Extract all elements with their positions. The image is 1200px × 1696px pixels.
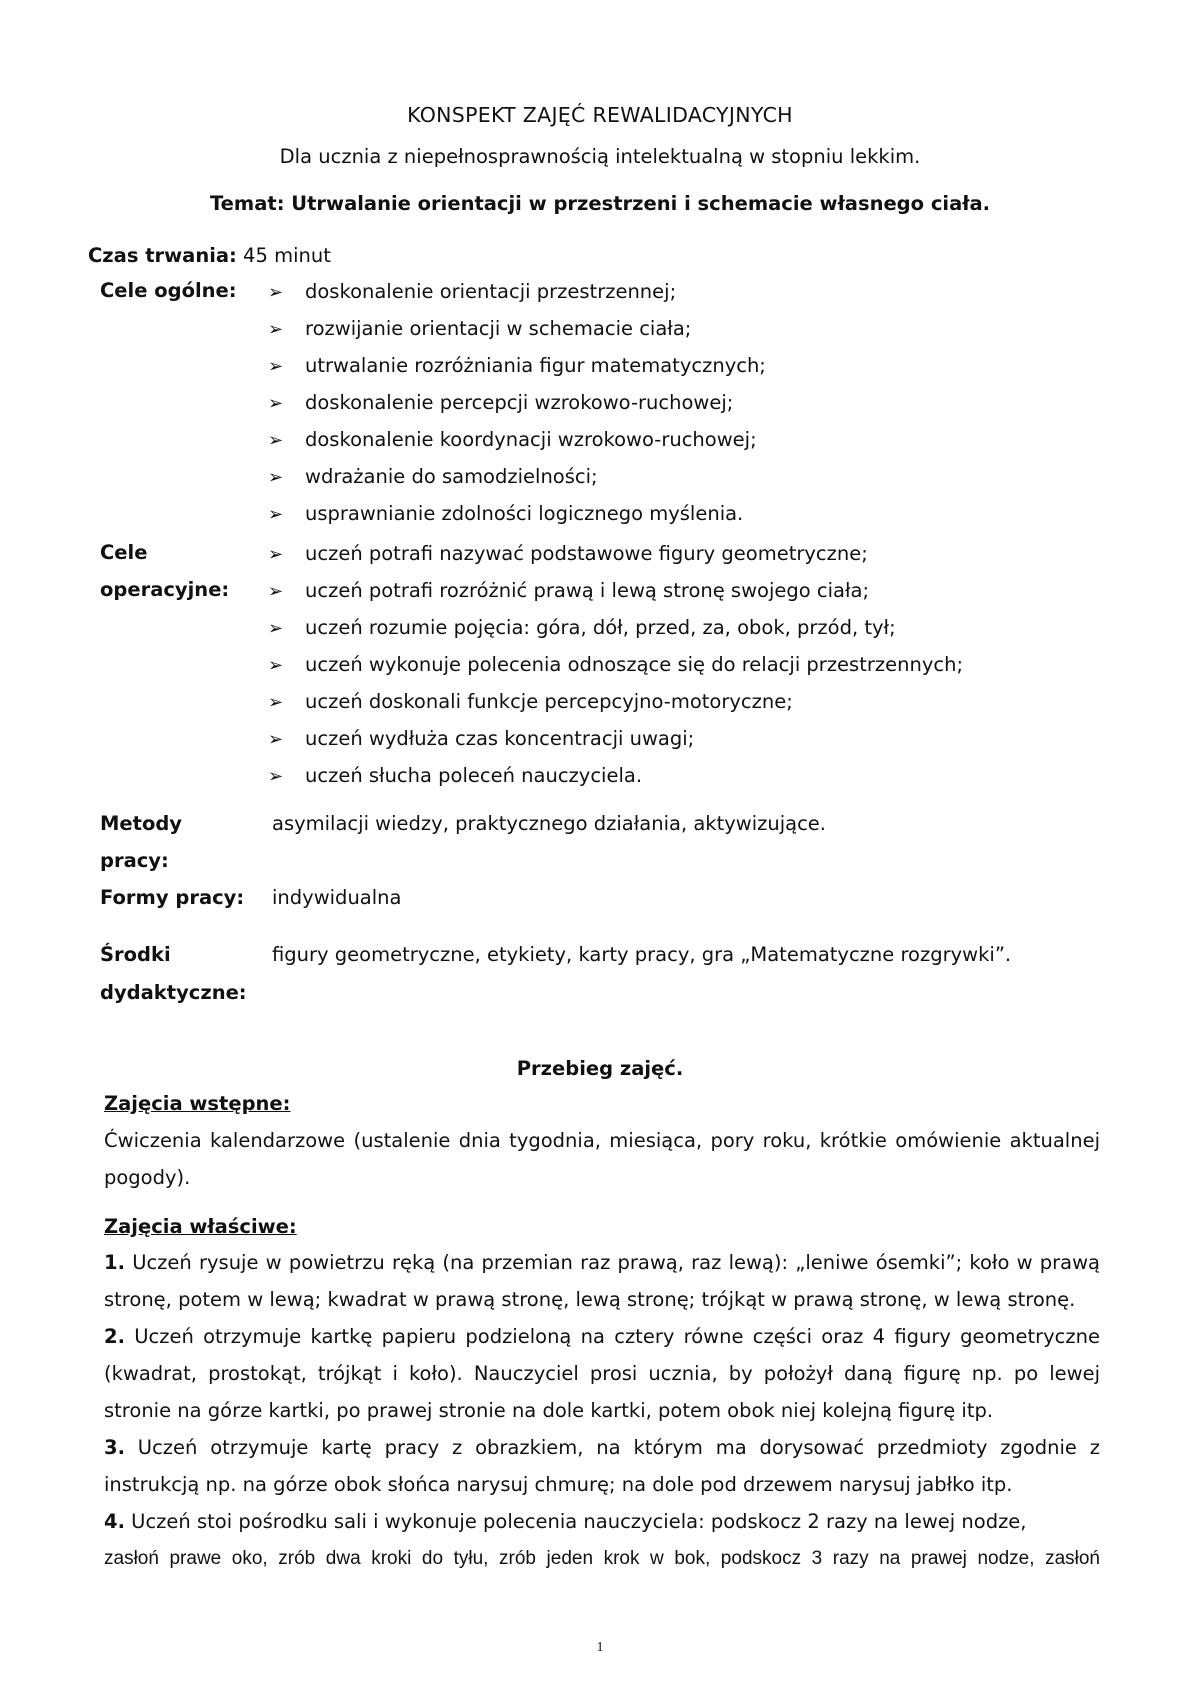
list-item-text: doskonalenie percepcji wzrokowo-ruchowej; bbox=[305, 391, 734, 414]
step-item bbox=[104, 1429, 1100, 1503]
step-number: 1. bbox=[104, 1251, 125, 1274]
arrow-bullet-icon: ➢ bbox=[268, 618, 284, 639]
methods-label-line2: pracy: bbox=[100, 849, 169, 872]
list-item bbox=[268, 390, 766, 427]
list-item-text: uczeń potrafi nazywać podstawowe figury geometryczne; bbox=[305, 542, 868, 565]
step-number: 3. bbox=[104, 1436, 125, 1459]
operational-goals-list bbox=[268, 541, 963, 800]
list-item bbox=[268, 316, 766, 353]
page-number: 1 bbox=[596, 1640, 604, 1655]
step-item bbox=[104, 1244, 1100, 1318]
arrow-bullet-icon: ➢ bbox=[268, 319, 284, 340]
arrow-bullet-icon: ➢ bbox=[268, 356, 284, 377]
operational-goals-label-line1: Cele bbox=[100, 541, 148, 564]
list-item-text: uczeń doskonali funkcje percepcyjno-motoryczne; bbox=[305, 690, 793, 713]
step-item bbox=[104, 1318, 1100, 1429]
list-item-text: uczeń rozumie pojęcia: góra, dół, przed, za, obok, przód, tył; bbox=[305, 616, 896, 639]
list-item-text: uczeń wykonuje polecenia odnoszące się do relacji przestrzennych; bbox=[305, 653, 964, 676]
means-label-line2: dydaktyczne: bbox=[100, 981, 247, 1004]
step-number: 2. bbox=[104, 1325, 125, 1348]
course-title: Przebieg zajęć. bbox=[516, 1057, 684, 1080]
list-item bbox=[268, 763, 963, 800]
arrow-bullet-icon: ➢ bbox=[268, 393, 284, 414]
means-value: figury geometryczne, etykiety, karty pracy, gra „Matematyczne rozgrywki”. bbox=[272, 943, 1012, 966]
general-goals-label: Cele ogólne: bbox=[100, 279, 237, 302]
document-subtitle: Dla ucznia z niepełnosprawnością intelektualną w stopniu lekkim. bbox=[279, 145, 921, 168]
step-text: Uczeń otrzymuje kartkę papieru podzieloną na cztery równe części oraz 4 figury geometryczne (kwadrat, prostokąt, trójkąt i koło). Nauczyciel prosi ucznia, by położył daną figurę np. po lewej stronie na górze kartki, po prawej stronie na dole kartki, potem obok niej kolejną figurę itp. bbox=[104, 1325, 1100, 1422]
arrow-bullet-icon: ➢ bbox=[268, 766, 284, 787]
list-item-text: uczeń potrafi rozróżnić prawą i lewą stronę swojego ciała; bbox=[305, 579, 870, 602]
arrow-bullet-icon: ➢ bbox=[268, 467, 284, 488]
list-item bbox=[268, 615, 963, 652]
list-item bbox=[268, 541, 963, 578]
arrow-bullet-icon: ➢ bbox=[268, 655, 284, 676]
list-item bbox=[268, 578, 963, 615]
list-item-text: uczeń słucha poleceń nauczyciela. bbox=[305, 764, 643, 787]
means-label-line1: Środki bbox=[100, 943, 171, 966]
operational-goals-label-line2: operacyjne: bbox=[100, 578, 230, 601]
document-title: KONSPEKT ZAJĘĆ REWALIDACYJNYCH bbox=[407, 103, 793, 127]
duration-value: 45 minut bbox=[236, 244, 331, 267]
step-continuation: zasłoń prawe oko, zrób dwa kroki do tyłu, zrób jeden krok w bok, podskocz 3 razy na prawej nodze, zasłoń bbox=[104, 1548, 1100, 1569]
list-item bbox=[268, 501, 766, 538]
arrow-bullet-icon: ➢ bbox=[268, 504, 284, 525]
list-item-text: utrwalanie rozróżniania figur matematycznych; bbox=[305, 354, 766, 377]
arrow-bullet-icon: ➢ bbox=[268, 729, 284, 750]
methods-value: asymilacji wiedzy, praktycznego działania, aktywizujące. bbox=[272, 812, 827, 835]
intro-paragraph: Ćwiczenia kalendarzowe (ustalenie dnia tygodnia, miesiąca, pory roku, krótkie omówienie aktualnej pogody). bbox=[104, 1129, 1100, 1189]
list-item-text: rozwijanie orientacji w schemacie ciała; bbox=[305, 317, 692, 340]
step-item bbox=[104, 1503, 1100, 1540]
arrow-bullet-icon: ➢ bbox=[268, 282, 284, 303]
list-item-text: doskonalenie orientacji przestrzennej; bbox=[305, 280, 677, 303]
general-goals-list bbox=[268, 279, 766, 538]
intro-heading: Zajęcia wstępne: bbox=[104, 1092, 291, 1115]
list-item bbox=[268, 689, 963, 726]
list-item bbox=[268, 353, 766, 390]
lesson-topic: Temat: Utrwalanie orientacji w przestrzeni i schemacie własnego ciała. bbox=[209, 192, 991, 215]
arrow-bullet-icon: ➢ bbox=[268, 692, 284, 713]
list-item bbox=[268, 464, 766, 501]
main-steps bbox=[104, 1244, 1100, 1577]
main-heading: Zajęcia właściwe: bbox=[104, 1215, 297, 1238]
step-number: 4. bbox=[104, 1510, 125, 1533]
arrow-bullet-icon: ➢ bbox=[268, 544, 284, 565]
list-item bbox=[268, 726, 963, 763]
duration-line bbox=[88, 244, 331, 267]
forms-value: indywidualna bbox=[272, 886, 402, 909]
list-item bbox=[268, 652, 963, 689]
methods-label-line1: Metody bbox=[100, 812, 183, 835]
list-item bbox=[268, 279, 766, 316]
step-text: Uczeń otrzymuje kartę pracy z obrazkiem, na którym ma dorysować przedmioty zgodnie z instrukcją np. na górze obok słońca narysuj chmurę; na dole pod drzewem narysuj jabłko itp. bbox=[104, 1436, 1100, 1496]
forms-label: Formy pracy: bbox=[100, 886, 245, 909]
step-text: Uczeń rysuje w powietrzu ręką (na przemian raz prawą, raz lewą): „leniwe ósemki”; koło w prawą stronę, potem w lewą; kwadrat w prawą stronę, lewą stronę; trójkąt w prawą stronę, w lewą stronę. bbox=[104, 1251, 1100, 1311]
list-item bbox=[268, 427, 766, 464]
list-item-text: usprawnianie zdolności logicznego myślenia. bbox=[305, 502, 744, 525]
arrow-bullet-icon: ➢ bbox=[268, 430, 284, 451]
step-text: Uczeń stoi pośrodku sali i wykonuje polecenia nauczyciela: podskocz 2 razy na lewej nodze, bbox=[124, 1510, 1027, 1533]
list-item-text: uczeń wydłuża czas koncentracji uwagi; bbox=[305, 727, 695, 750]
list-item-text: doskonalenie koordynacji wzrokowo-ruchowej; bbox=[305, 428, 757, 451]
list-item-text: wdrażanie do samodzielności; bbox=[305, 465, 598, 488]
duration-label: Czas trwania: bbox=[88, 244, 237, 267]
arrow-bullet-icon: ➢ bbox=[268, 581, 284, 602]
